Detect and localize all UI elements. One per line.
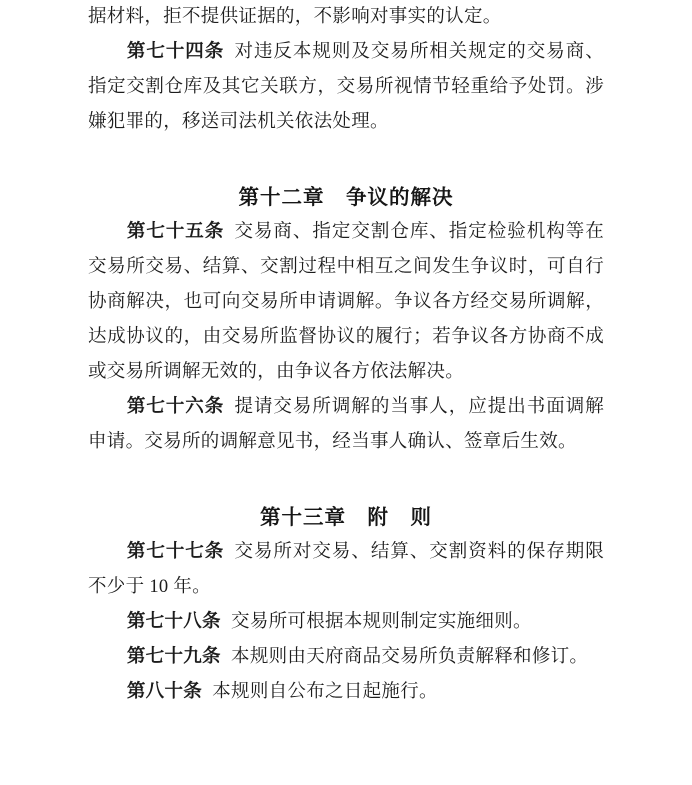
article-text: 本规则由天府商品交易所负责解释和修订。: [231, 647, 589, 667]
paragraph-article-74: [88, 35, 604, 140]
article-text: 本规则自公布之日起施行。: [212, 682, 438, 702]
paragraph-article-78: [88, 605, 604, 640]
article-number: 第七十八条: [126, 612, 221, 632]
article-text: 交易所可根据本规则制定实施细则。: [231, 612, 532, 632]
paragraph-article-79: [88, 640, 604, 675]
article-number: 第七十七条: [126, 542, 225, 562]
article-number: 第七十六条: [126, 397, 225, 417]
article-number: 第八十条: [126, 682, 203, 702]
chapter-heading-13: 第十三章 附 则: [260, 505, 432, 529]
paragraph-article-76: [88, 390, 604, 460]
paragraph-continuation: 据材料，拒不提供证据的，不影响对事实的认定。: [88, 7, 502, 27]
paragraph-article-75: [88, 215, 604, 390]
article-text: 提请交易所调解的当事人，应提出书面调解申请。交易所的调解意见书，经当事人确认、签章后生效。: [88, 397, 604, 452]
article-text: 对违反本规则及交易所相关规定的交易商、指定交割仓库及其它关联方，交易所视情节轻重给予处罚。涉嫌犯罪的，移送司法机关依法处理。: [88, 42, 604, 132]
paragraph-article-77: [88, 535, 604, 605]
article-text: 交易商、指定交割仓库、指定检验机构等在交易所交易、结算、交割过程中相互之间发生争议时，可自行协商解决，也可向交易所申请调解。争议各方经交易所调解，达成协议的，由交易所监督协议的履行；若争议各方协商不成或交易所调解无效的，由争议各方依法解决。: [88, 222, 604, 382]
article-text: 交易所对交易、结算、交割资料的保存期限不少于 10 年。: [88, 542, 604, 597]
article-number: 第七十九条: [126, 647, 221, 667]
article-number: 第七十五条: [126, 222, 225, 242]
article-number: 第七十四条: [126, 42, 225, 62]
paragraph-article-80: [88, 675, 604, 710]
chapter-heading-12: 第十二章 争议的解决: [238, 185, 454, 209]
